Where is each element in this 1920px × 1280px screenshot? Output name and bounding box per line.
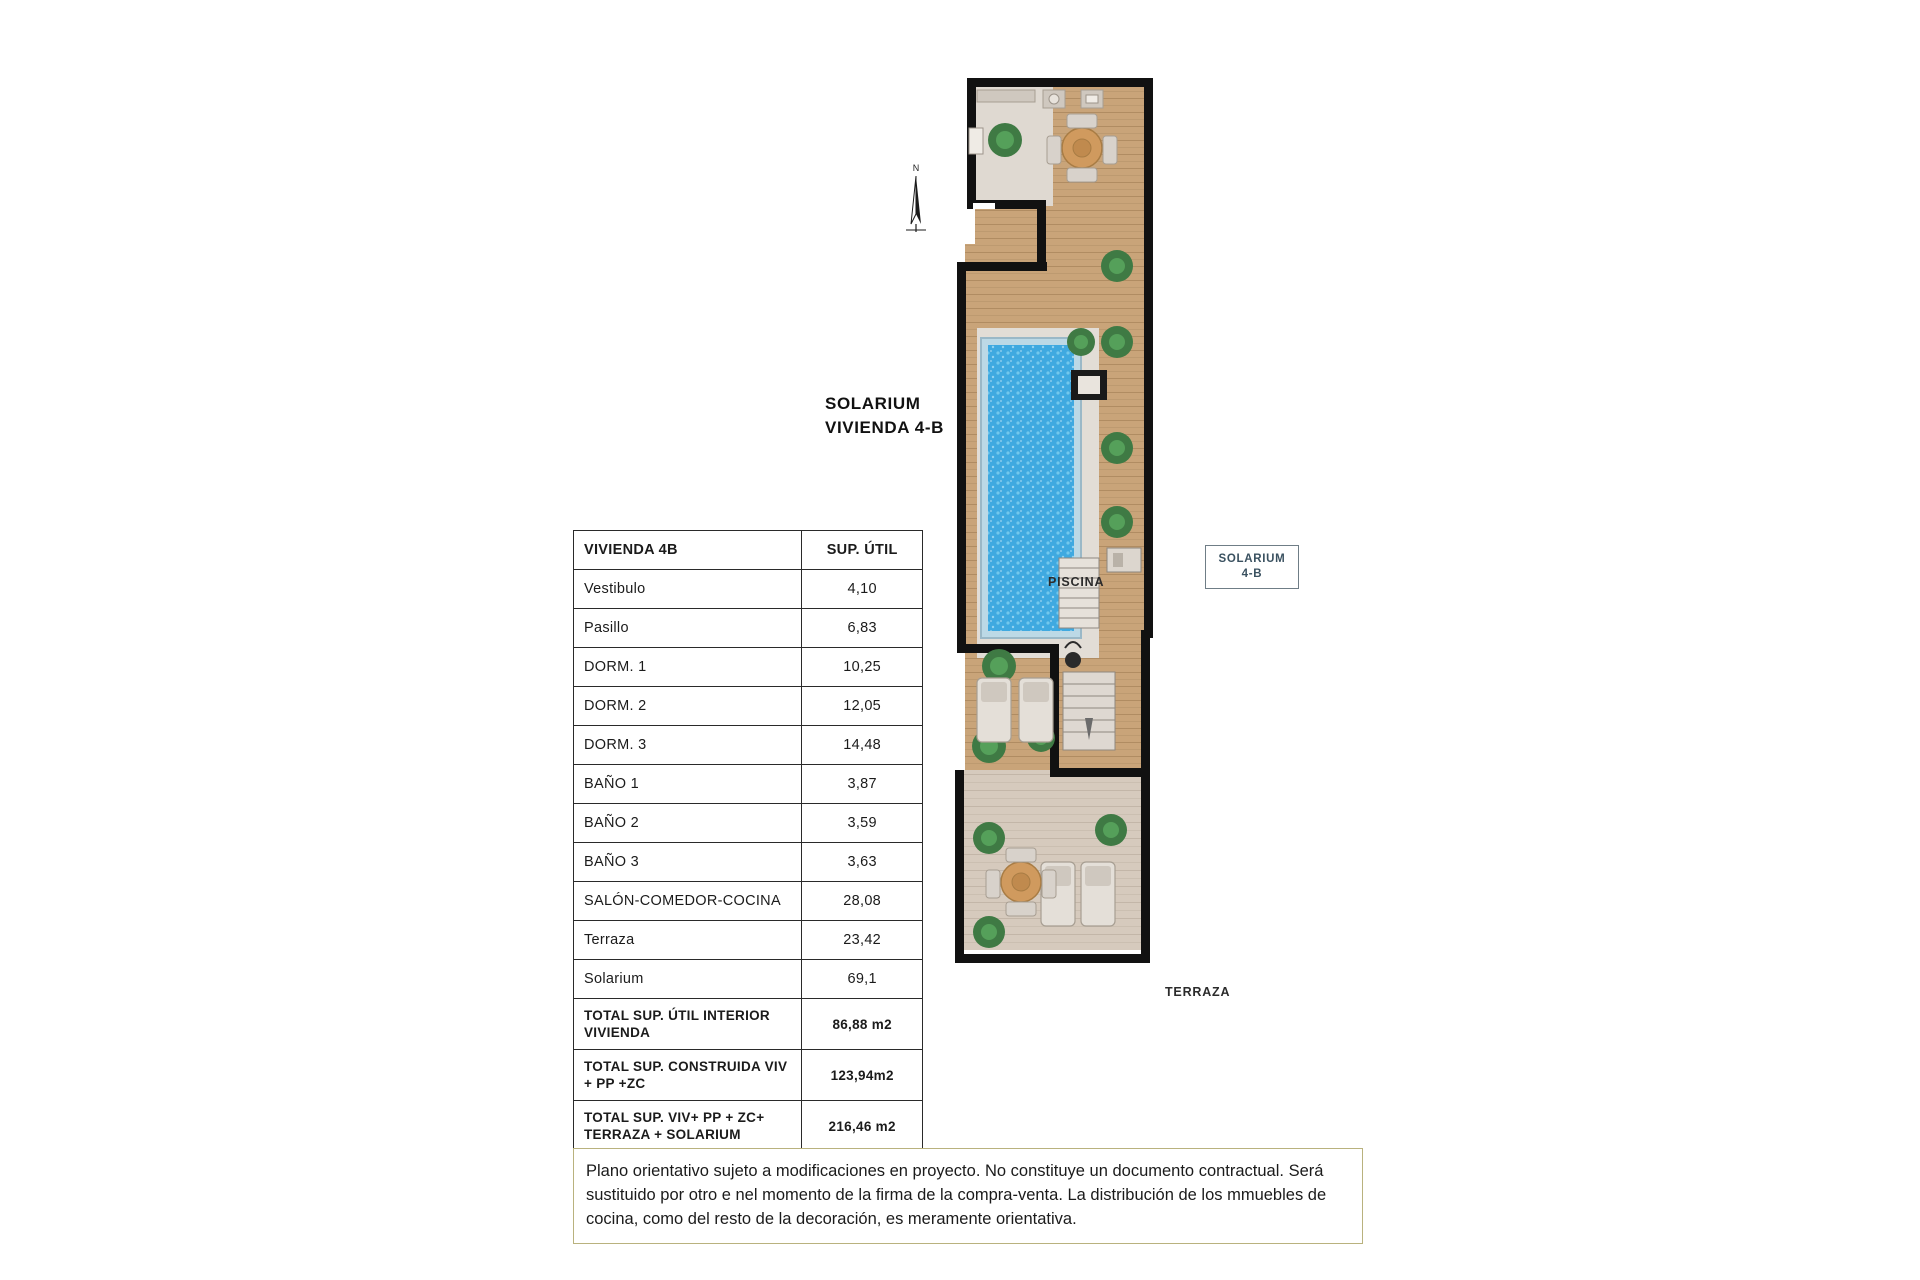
room-area: 3,87 (802, 765, 923, 804)
room-name: DORM. 3 (574, 726, 802, 765)
table-row (574, 765, 923, 804)
table-row (574, 687, 923, 726)
compass-rose (888, 160, 944, 240)
terrace-label: TERRAZA (1165, 985, 1231, 999)
room-name: DORM. 1 (574, 648, 802, 687)
compass-north-icon (888, 160, 944, 240)
room-area: 3,59 (802, 804, 923, 843)
page-title-line-2: VIVIENDA 4-B (825, 418, 944, 437)
page-title-line-1: SOLARIUM (825, 394, 921, 413)
room-name: BAÑO 3 (574, 843, 802, 882)
room-name: BAÑO 1 (574, 765, 802, 804)
total-name: TOTAL SUP. ÚTIL INTERIOR VIVIENDA (574, 999, 802, 1050)
room-area: 23,42 (802, 921, 923, 960)
room-name: Vestibulo (574, 570, 802, 609)
table-row (574, 843, 923, 882)
table-row (574, 609, 923, 648)
table-row (574, 804, 923, 843)
solarium-label-box (1205, 545, 1299, 589)
room-name: BAÑO 2 (574, 804, 802, 843)
total-value: 86,88 m2 (802, 999, 923, 1050)
areas-table (573, 530, 923, 1152)
stairs-upper (1059, 558, 1099, 628)
table-row (574, 648, 923, 687)
solarium-label-line-1: SOLARIUM (1218, 553, 1286, 565)
stairs-lower (1063, 672, 1115, 750)
table-row (574, 570, 923, 609)
table-header-name: VIVIENDA 4B (574, 531, 802, 570)
table-row (574, 726, 923, 765)
areas-table-container (573, 530, 923, 1152)
room-name: Solarium (574, 960, 802, 999)
room-name: Terraza (574, 921, 802, 960)
floorplan-svg (955, 70, 1375, 1150)
room-name: Pasillo (574, 609, 802, 648)
total-value: 216,46 m2 (802, 1101, 923, 1152)
table-header-row (574, 531, 923, 570)
total-value: 123,94m2 (802, 1050, 923, 1101)
table-total-row (574, 999, 923, 1050)
pool-label: PISCINA (1048, 575, 1105, 589)
room-name: SALÓN-COMEDOR-COCINA (574, 882, 802, 921)
table-total-row (574, 1101, 923, 1152)
table-header-value: SUP. ÚTIL (802, 531, 923, 570)
table-row (574, 960, 923, 999)
table-row (574, 921, 923, 960)
total-name: TOTAL SUP. CONSTRUIDA VIV + PP +ZC (574, 1050, 802, 1101)
table-total-row (574, 1050, 923, 1101)
svg-text:N: N (912, 163, 920, 173)
room-area: 6,83 (802, 609, 923, 648)
room-area: 14,48 (802, 726, 923, 765)
room-area: 28,08 (802, 882, 923, 921)
solarium-label-line-2: 4-B (1241, 568, 1263, 580)
room-area: 4,10 (802, 570, 923, 609)
table-row (574, 882, 923, 921)
disclaimer-note: Plano orientativo sujeto a modificaciones en proyecto. No constituye un documento contractual. Será sustituido por otro e nel momento de la firma de la compra-venta. La distribución de los mmuebles de cocina, como del resto de la decoración, es meramente orientativa. (573, 1148, 1363, 1244)
room-area: 10,25 (802, 648, 923, 687)
room-area: 3,63 (802, 843, 923, 882)
floorplan-drawing (955, 70, 1375, 1150)
room-name: DORM. 2 (574, 687, 802, 726)
room-area: 12,05 (802, 687, 923, 726)
total-name: TOTAL SUP. VIV+ PP + ZC+ TERRAZA + SOLARIUM (574, 1101, 802, 1152)
room-area: 69,1 (802, 960, 923, 999)
